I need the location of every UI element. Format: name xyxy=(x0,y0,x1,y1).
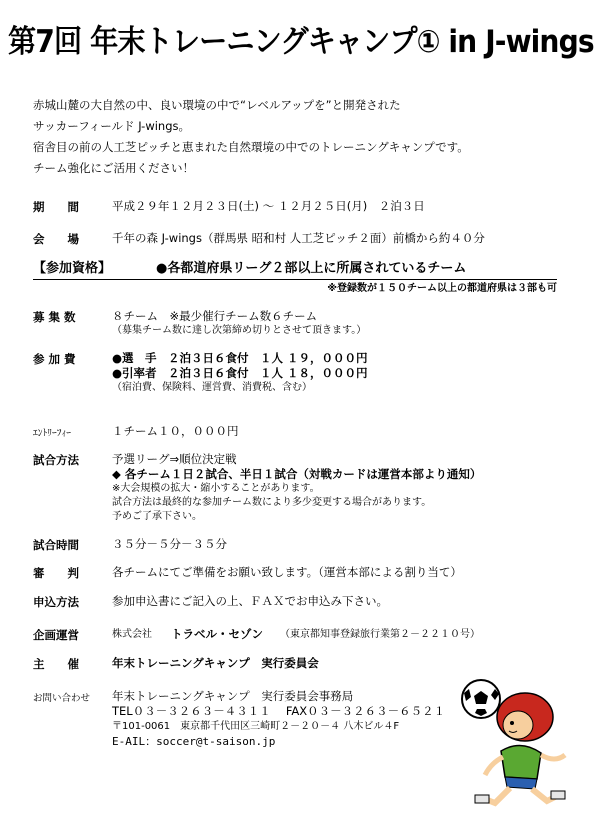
time-value: ３５分－５分－３５分 xyxy=(112,537,227,551)
method-note-2: 試合方法は最終的な参加チーム数により多少変更する場合があります。 xyxy=(112,497,432,508)
recruit-label: 募 集 数 xyxy=(33,310,76,324)
host-label: 主 催 xyxy=(33,657,79,671)
recruit-note: （募集チーム数に達し次第締め切りとさせて頂きます。） xyxy=(112,325,367,336)
method-note-3: 予めご了承下さい。 xyxy=(112,511,202,522)
fee-note: （宿泊費、保険料、運営費、消費税、含む） xyxy=(112,382,312,393)
contact-email: E-AIL：soccer@t-saison.jp xyxy=(112,735,276,748)
entry-value: １チーム１０，０００円 xyxy=(112,424,239,438)
venue-label: 会 場 xyxy=(33,232,79,246)
fee-leader: ●引率者 ２泊３日６食付 １人 １８，０００円 xyxy=(112,366,368,380)
contact-label: お問い合わせ xyxy=(33,693,91,704)
application-value: 参加申込書にご記入の上、ＦＡＸでお申込み下さい。 xyxy=(112,594,388,608)
player-shirt xyxy=(501,745,541,779)
eligibility-note: ※登録数が１５０チーム以上の都道府県は３部も可 xyxy=(327,283,557,294)
organizer-company: 株式会社 xyxy=(112,629,152,640)
page-title: 第7回 年末トレーニングキャンプ① in J-wings xyxy=(8,24,594,60)
fee-label: 参 加 費 xyxy=(33,352,76,366)
fee-player: ●選 手 ２泊３日６食付 １人 １９，０００円 xyxy=(112,351,368,365)
method-line-2: ◆ 各チーム１日２試合、半日１試合（対戦カードは運営本部より通知） xyxy=(112,467,482,481)
intro-line-1: 赤城山麓の大自然の中、良い環境の中で“レベルアップを”と開発された xyxy=(33,98,401,112)
method-line-1: 予選リーグ⇒順位決定戦 xyxy=(112,452,237,466)
venue-value: 千年の森 J-wings（群馬県 昭和村 人工芝ピッチ２面）前橋から約４０分 xyxy=(112,231,485,245)
player-shoe-left xyxy=(475,795,489,803)
intro-line-2: サッカーフィールド J-wings。 xyxy=(33,119,191,133)
player-shorts xyxy=(505,777,537,789)
soccer-ball-icon xyxy=(462,680,500,718)
method-label: 試合方法 xyxy=(33,453,79,467)
referee-value: 各チームにてご準備をお願い致します。（運営本部による割り当て） xyxy=(112,565,462,579)
soccer-player-illustration xyxy=(455,667,575,817)
intro-line-4: チーム強化にご活用ください！ xyxy=(33,161,194,175)
method-note-1: ※大会規模の拡大・縮小することがあります。 xyxy=(112,483,320,494)
intro-line-3: 宿舎目の前の人工芝ピッチと恵まれた自然環境の中でのトレーニングキャンプです。 xyxy=(33,140,469,154)
entry-label: ｴﾝﾄﾘｰﾌｨｰ xyxy=(33,428,72,439)
eligibility-label: 【参加資格】 xyxy=(33,261,112,276)
application-label: 申込方法 xyxy=(33,595,79,609)
contact-office: 年末トレーニングキャンプ 実行委員会事務局 xyxy=(112,689,354,703)
organizer-name: トラベル・セゾン xyxy=(171,627,263,641)
period-label: 期 間 xyxy=(33,200,79,214)
host-value: 年末トレーニングキャンプ 実行委員会 xyxy=(112,656,319,670)
contact-address: 〒101-0061 東京都千代田区三崎町２－２０－４ 八木ビル４F xyxy=(112,721,400,732)
organizer-registration: （東京都知事登録旅行業第２－２２１０号） xyxy=(280,629,480,640)
recruit-value: ８チーム ※最少催行チーム数６チーム xyxy=(112,309,318,323)
eligibility-underline xyxy=(33,279,557,280)
contact-phone-fax: TEL０３－３２６３－４３１１ FAX０３－３２６３－６５２１ xyxy=(112,704,446,718)
player-face xyxy=(503,711,533,739)
organizer-label: 企画運営 xyxy=(33,628,79,642)
eligibility-value: ●各都道府県リーグ２部以上に所属されているチーム xyxy=(156,261,467,276)
period-value: 平成２９年１２月２３日(土) ～ １２月２５日(月) ２泊３日 xyxy=(112,199,425,213)
player-shoe-right xyxy=(551,791,565,799)
referee-label: 審 判 xyxy=(33,566,79,580)
time-label: 試合時間 xyxy=(33,538,79,552)
